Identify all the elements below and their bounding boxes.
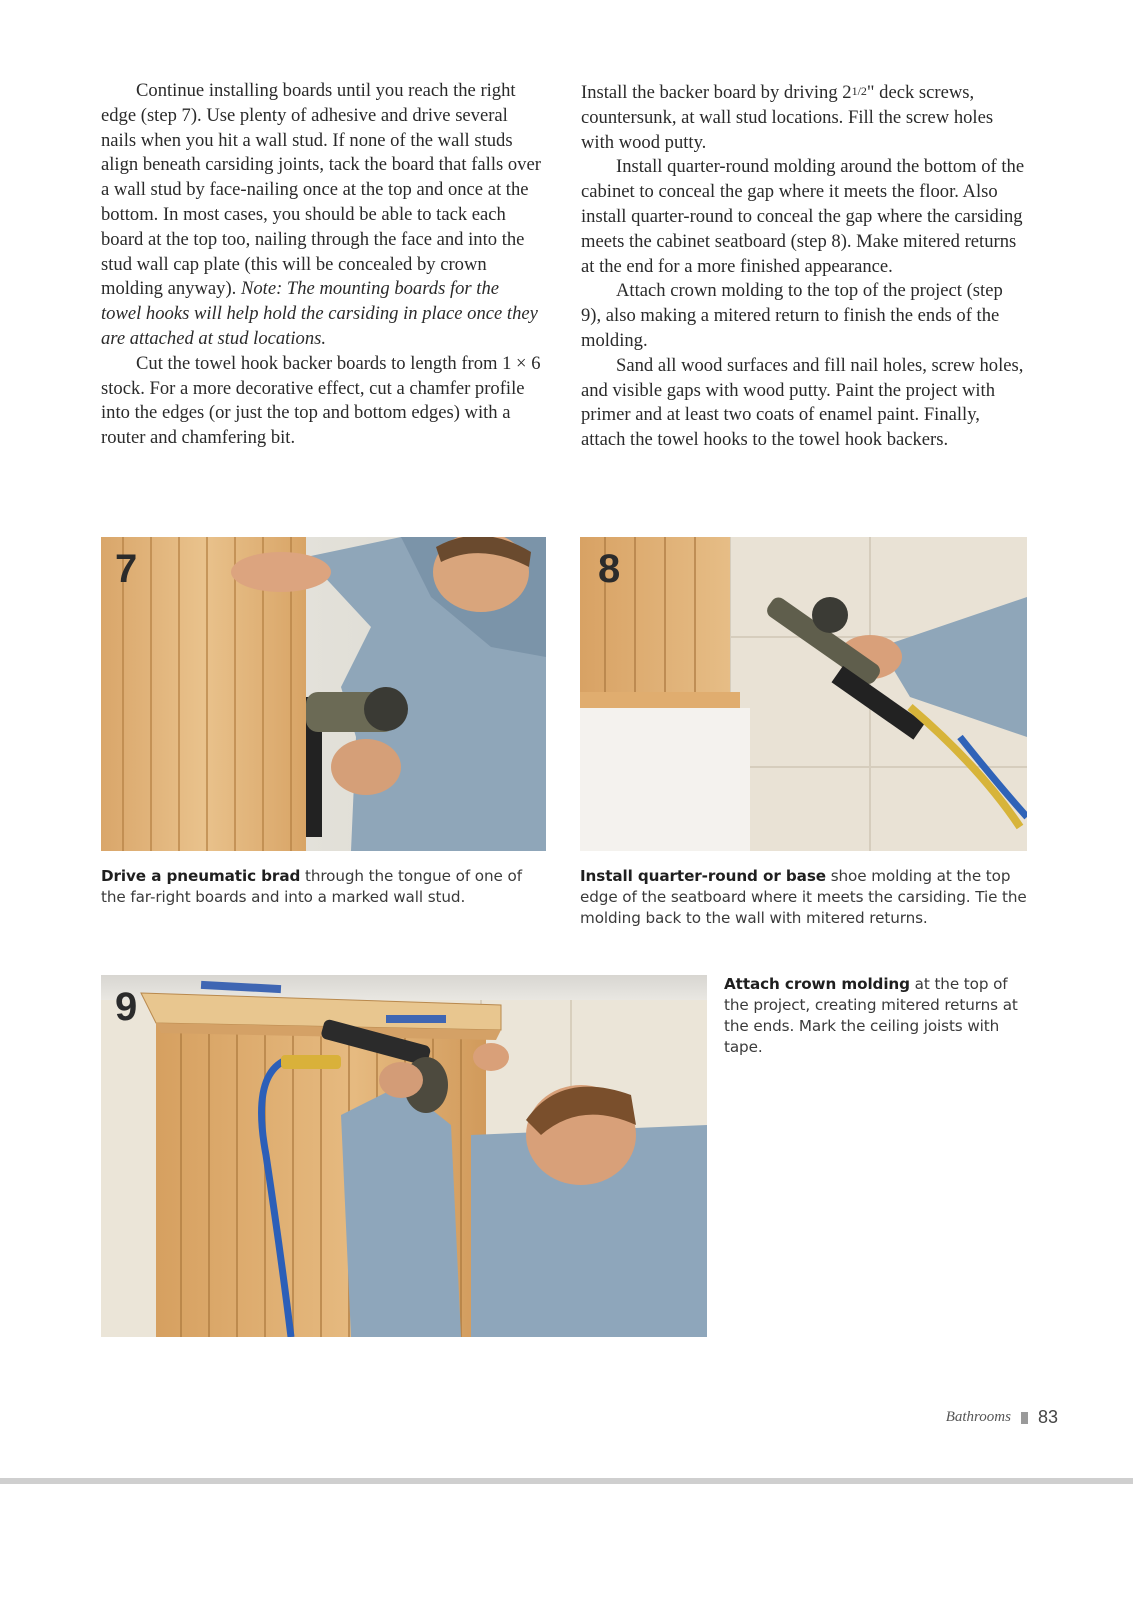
caption-step-8 bbox=[580, 866, 1030, 929]
left-paragraph-1 bbox=[101, 79, 543, 352]
bottom-rule bbox=[0, 1478, 1133, 1484]
right-paragraph-1-a: Install the backer board by driving 2 bbox=[581, 82, 852, 103]
right-paragraph-1 bbox=[581, 79, 1027, 155]
step-number-9: 9 bbox=[115, 985, 138, 1029]
step-number-8: 8 bbox=[598, 547, 621, 591]
right-paragraph-1-b: " deck screws, countersunk, at wall stud locations. Fill the screw holes with wood putty. bbox=[581, 82, 994, 153]
left-paragraph-2: Cut the towel hook backer boards to length from 1 × 6 stock. For a more decorative effect, cut a chamfer profile into the edges (or just the top and bottom edges) with a router and chamfering bit. bbox=[101, 352, 541, 449]
right-paragraph-3: Attach crown molding to the top of the project (step 9), also making a mitered return to finish the ends of the molding. bbox=[581, 280, 1003, 351]
page-footer bbox=[946, 1407, 1058, 1428]
photo-step-8 bbox=[580, 537, 1027, 851]
left-paragraph-1-note: Note: The mounting boards for the towel hooks will help hold the carsiding in place once they are attached at stud locations. bbox=[101, 278, 538, 349]
caption-7-text: through the tongue of one of the far-right boards and into a marked wall stud. bbox=[101, 867, 522, 906]
caption-9-text: at the top of the project, creating mitered returns at the ends. Mark the ceiling joists with tape. bbox=[724, 975, 1018, 1056]
right-text-column bbox=[581, 79, 1027, 453]
photo-step-8-illustration bbox=[580, 537, 1027, 851]
caption-8-bold: Install quarter-round or base bbox=[580, 867, 826, 885]
caption-step-9 bbox=[724, 974, 1034, 1058]
caption-8-text: shoe molding at the top edge of the seatboard where it meets the carsiding. Tie the molding back to the wall with mitered returns. bbox=[580, 867, 1027, 927]
footer-marker bbox=[1021, 1412, 1028, 1424]
left-paragraph-1-body: Continue installing boards until you reach the right edge (step 7). Use plenty of adhesive and drive several nails when you hit a wall stud. If none of the wall studs align beneath carsiding joints, tack the board that falls over a wall stud by face-nailing once at the top and once at the bottom. In most cases, you should be able to tack each board at the top too, nailing through the face and into the stud wall cap plate (this will be concealed by crown molding anyway). bbox=[101, 80, 541, 300]
page-number: 83 bbox=[1037, 1407, 1058, 1427]
fraction-half: 1/2 bbox=[851, 84, 867, 98]
caption-7-bold: Drive a pneumatic brad bbox=[101, 867, 301, 885]
right-paragraph-2: Install quarter-round molding around the bottom of the cabinet to conceal the gap where it meets the floor. Also install quarter-round to conceal the gap where the carsiding meets the cabinet seatboard (step 8). Make mitered returns at the end for a more finished appearance. bbox=[581, 156, 1025, 277]
photo-step-9-illustration bbox=[101, 975, 707, 1337]
photo-step-9 bbox=[101, 975, 707, 1337]
photo-step-7 bbox=[101, 537, 546, 851]
left-text-column bbox=[101, 79, 543, 451]
right-paragraph-4: Sand all wood surfaces and fill nail holes, screw holes, and visible gaps with wood putty. Paint the project with primer and at least two coats of enamel paint. Finally, attach the towel hooks to the towel hook backers. bbox=[581, 354, 1024, 451]
section-name: Bathrooms bbox=[945, 1409, 1011, 1425]
photo-step-7-illustration bbox=[101, 537, 546, 851]
step-number-7: 7 bbox=[115, 547, 138, 591]
caption-9-bold: Attach crown molding bbox=[724, 975, 910, 993]
caption-step-7 bbox=[101, 866, 541, 908]
